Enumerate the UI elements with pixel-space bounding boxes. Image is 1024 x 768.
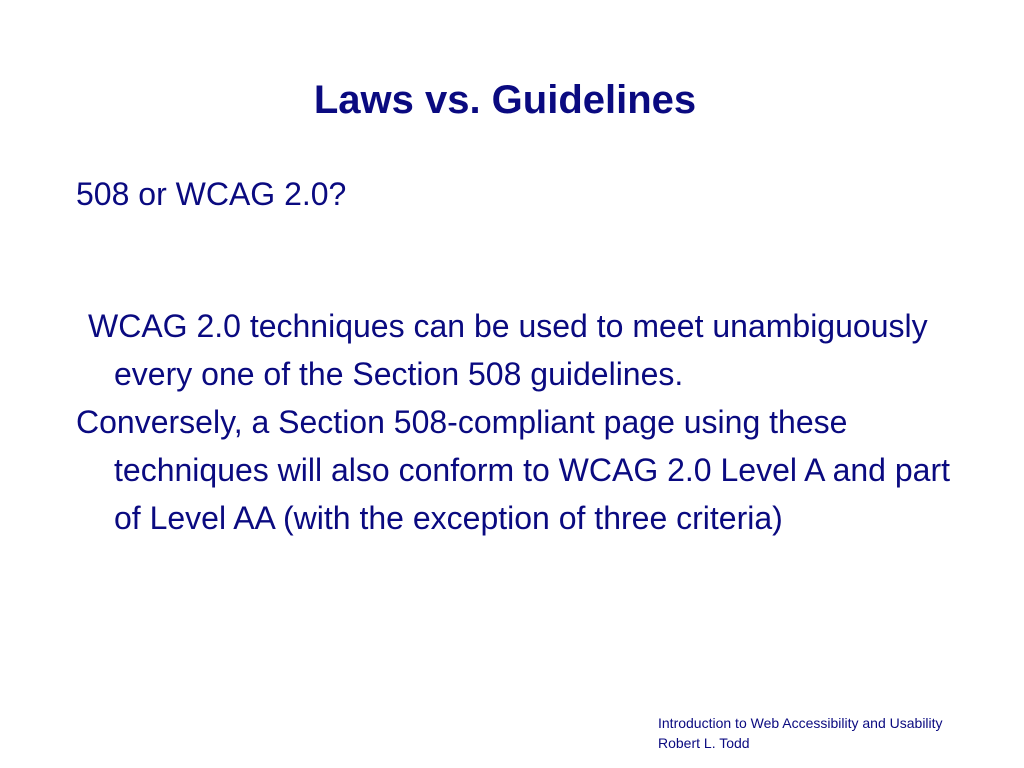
spacer [76, 218, 956, 302]
footer [658, 713, 1018, 753]
footer-author: Robert L. Todd [658, 735, 750, 751]
paragraph-conversely: Conversely, a Section 508-compliant page using these techniques will also conform to WCAG 2.0 Level A and part of Level AA (with the exception of three criteria) [76, 404, 950, 536]
slide-body [76, 170, 956, 542]
slide-title: Laws vs. Guidelines [313, 78, 697, 122]
question-text: 508 or WCAG 2.0? [76, 176, 347, 212]
paragraph-wcag-techniques: WCAG 2.0 techniques can be used to meet unambiguously every one of the Section 508 guidelines. [88, 308, 928, 392]
footer-course-title: Introduction to Web Accessibility and Usability [658, 715, 943, 731]
